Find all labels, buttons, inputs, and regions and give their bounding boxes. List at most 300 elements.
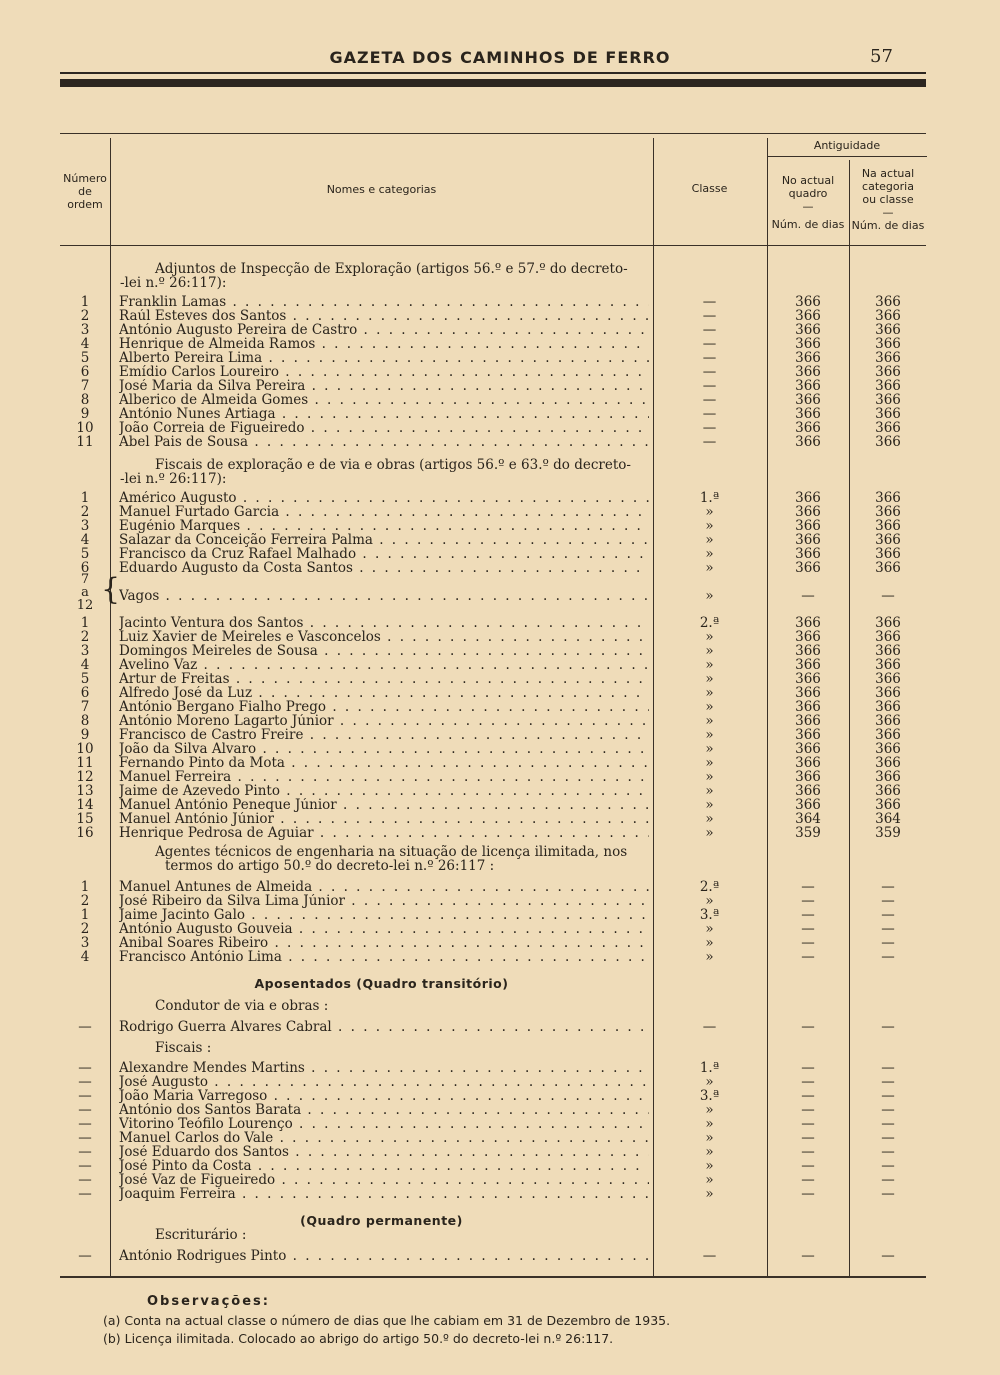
row-days-quadro: 366 xyxy=(795,657,821,673)
row-number: 4 xyxy=(80,949,90,965)
table-row xyxy=(0,714,1000,728)
row-class: 1.ª xyxy=(699,490,720,506)
row-days-quadro: — xyxy=(801,893,815,909)
row-class: » xyxy=(705,1144,714,1160)
row-days-categoria: 359 xyxy=(875,825,901,841)
table-row xyxy=(0,547,1000,561)
row-days-quadro: 366 xyxy=(795,769,821,785)
row-number: 5 xyxy=(80,671,90,687)
row-class: 2.ª xyxy=(699,615,720,631)
row-number: — xyxy=(78,1102,92,1118)
row-class: — xyxy=(702,350,717,366)
row-days-categoria: 366 xyxy=(875,560,901,576)
row-days-quadro: — xyxy=(801,1074,815,1090)
section-aposentados: Aposentados (Quadro transitório) xyxy=(254,976,509,991)
row-name: António Augusto Gouveia . . . xyxy=(119,922,649,936)
row-class: » xyxy=(705,1102,714,1118)
row-days-categoria: 366 xyxy=(875,769,901,785)
row-days-quadro: — xyxy=(801,1144,815,1160)
row-days-categoria: — xyxy=(881,588,895,604)
row-days-categoria: — xyxy=(881,1088,895,1104)
row-class: » xyxy=(705,769,714,785)
table-row xyxy=(0,1145,1000,1159)
row-days-quadro: 366 xyxy=(795,434,821,450)
row-number: 4 xyxy=(80,532,90,548)
row-days-quadro: 366 xyxy=(795,783,821,799)
row-number: 6 xyxy=(80,560,90,576)
row-days-categoria: 366 xyxy=(875,378,901,394)
row-number: 1 xyxy=(80,879,90,895)
row-days-categoria: 364 xyxy=(875,811,901,827)
row-number: 15 xyxy=(76,811,94,827)
row-name: Franklin Lamas . . . xyxy=(119,295,649,309)
row-name: Manuel António Peneque Júnior . . . xyxy=(119,798,649,812)
row-days-quadro: 366 xyxy=(795,406,821,422)
row-class: 1.ª xyxy=(699,1060,720,1076)
table-row xyxy=(0,1117,1000,1131)
row-class: » xyxy=(705,518,714,534)
table-row xyxy=(0,1075,1000,1089)
row-days-quadro: 359 xyxy=(795,825,821,841)
row-days-categoria: — xyxy=(881,1116,895,1132)
row-number: 2 xyxy=(80,921,90,937)
row-days-categoria: 366 xyxy=(875,322,901,338)
table-row xyxy=(0,630,1000,644)
row-name: Anibal Soares Ribeiro . . . xyxy=(119,936,649,950)
row-name: António Nunes Artiaga . . . xyxy=(119,407,649,421)
table-row xyxy=(0,295,1000,309)
row-days-categoria: 366 xyxy=(875,336,901,352)
row-name: Américo Augusto . . . xyxy=(119,491,649,505)
row-days-categoria: — xyxy=(881,935,895,951)
row-days-quadro: 366 xyxy=(795,727,821,743)
row-name: José Ribeiro da Silva Lima Júnior . . . xyxy=(119,894,649,908)
row-name: Henrique Pedrosa de Aguiar . . . xyxy=(119,826,649,840)
row-name: Manuel Carlos do Vale . . . xyxy=(119,1131,649,1145)
table-row xyxy=(0,1103,1000,1117)
row-number: — xyxy=(78,1130,92,1146)
row-days-quadro: 366 xyxy=(795,364,821,380)
table-row xyxy=(0,1131,1000,1145)
table-row xyxy=(0,826,1000,840)
row-days-quadro: — xyxy=(801,1172,815,1188)
table-row xyxy=(0,1159,1000,1173)
table-row xyxy=(0,812,1000,826)
row-days-quadro: 366 xyxy=(795,797,821,813)
row-class: 3.ª xyxy=(699,1088,720,1104)
row-number: 11 xyxy=(76,434,94,450)
row-number: 1 xyxy=(80,294,90,310)
row-name: José Maria da Silva Pereira . . . xyxy=(119,379,649,393)
row-class: » xyxy=(705,755,714,771)
row-days-categoria: 366 xyxy=(875,797,901,813)
row-name: João Correia de Figueiredo . . . xyxy=(119,421,649,435)
row-name: Alfredo José da Luz . . . xyxy=(119,686,649,700)
row-class: » xyxy=(705,657,714,673)
section-condutor: Condutor de via e obras : xyxy=(155,998,329,1014)
row-number: 10 xyxy=(76,741,94,757)
row-days-categoria: 366 xyxy=(875,434,901,450)
table-bottom-rule xyxy=(60,1276,926,1278)
row-name: João Maria Varregoso . . . xyxy=(119,1089,649,1103)
row-class: — xyxy=(702,1248,717,1264)
row-days-quadro: 366 xyxy=(795,755,821,771)
table-row xyxy=(0,1089,1000,1103)
row-number: 4 xyxy=(80,336,90,352)
row-days-categoria: — xyxy=(881,893,895,909)
row-number: 1 xyxy=(80,615,90,631)
row-days-categoria: — xyxy=(881,1102,895,1118)
row-name: Joaquim Ferreira . . . xyxy=(119,1187,649,1201)
table-row xyxy=(0,672,1000,686)
table-row xyxy=(0,1020,1000,1034)
row-name: José Augusto . . . xyxy=(119,1075,649,1089)
row-days-quadro: 366 xyxy=(795,741,821,757)
row-days-quadro: — xyxy=(801,907,815,923)
header-number-of-order: Número de ordem xyxy=(63,172,107,211)
table-row xyxy=(0,589,1000,603)
table-row xyxy=(0,365,1000,379)
row-days-quadro: 366 xyxy=(795,350,821,366)
table-row xyxy=(0,644,1000,658)
row-number: 3 xyxy=(80,643,90,659)
row-class: — xyxy=(702,378,717,394)
table-row xyxy=(0,421,1000,435)
row-days-categoria: 366 xyxy=(875,294,901,310)
observacoes-note-b: (b) Licença ilimitada. Colocado ao abrigo do artigo 50.º do decreto-lei n.º 26:117. xyxy=(103,1331,614,1346)
table-row xyxy=(0,908,1000,922)
row-class: — xyxy=(702,1019,717,1035)
row-class: — xyxy=(702,336,717,352)
row-days-categoria: 366 xyxy=(875,629,901,645)
row-class: » xyxy=(705,893,714,909)
row-number: 5 xyxy=(80,350,90,366)
section-adjuntos: Adjuntos de Inspecção de Exploração (artigos 56.º e 57.º do decreto- -lei n.º 26:117): xyxy=(120,261,628,291)
row-name: Rodrigo Guerra Álvares Cabral . . . xyxy=(119,1020,649,1034)
row-days-quadro: 366 xyxy=(795,713,821,729)
row-name: Francisco de Castro Freire . . . xyxy=(119,728,649,742)
row-number: — xyxy=(78,1019,92,1035)
row-class: » xyxy=(705,671,714,687)
page-number: 57 xyxy=(870,46,893,67)
row-name: Domingos Meireles de Sousa . . . xyxy=(119,644,649,658)
row-name: Fernando Pinto da Mota . . . xyxy=(119,756,649,770)
table-row xyxy=(0,309,1000,323)
observacoes-note-a: (a) Conta na actual classe o número de dias que lhe cabiam em 31 de Dezembro de 1935. xyxy=(103,1313,671,1328)
table-row xyxy=(0,407,1000,421)
row-name: Francisco da Cruz Rafael Malhado . . . xyxy=(119,547,649,561)
row-class: » xyxy=(705,699,714,715)
row-number: 11 xyxy=(76,755,94,771)
row-number: 9 xyxy=(80,727,90,743)
row-days-quadro: 366 xyxy=(795,643,821,659)
row-name: Salazar da Conceição Ferreira Palma . . . xyxy=(119,533,649,547)
row-class: » xyxy=(705,560,714,576)
row-class: » xyxy=(705,811,714,827)
row-days-quadro: 366 xyxy=(795,518,821,534)
row-days-quadro: 366 xyxy=(795,322,821,338)
table-header-rule xyxy=(60,245,926,246)
row-name: António Moreno Lagarto Júnior . . . xyxy=(119,714,649,728)
row-class: 2.ª xyxy=(699,879,720,895)
row-class: » xyxy=(705,629,714,645)
row-number: — xyxy=(78,1116,92,1132)
row-number: 5 xyxy=(80,546,90,562)
row-name: Vagos . . . xyxy=(119,589,649,603)
row-days-categoria: — xyxy=(881,921,895,937)
row-class: 3.ª xyxy=(699,907,720,923)
header-quadro: No actual quadro — Núm. de dias xyxy=(771,174,845,231)
row-name: Luiz Xavier de Meireles e Vasconcelos . . . xyxy=(119,630,649,644)
row-number: — xyxy=(78,1060,92,1076)
row-days-quadro: — xyxy=(801,1130,815,1146)
row-days-categoria: 366 xyxy=(875,657,901,673)
table-row xyxy=(0,950,1000,964)
row-days-categoria: — xyxy=(881,1144,895,1160)
row-name: Henrique de Almeida Ramos . . . xyxy=(119,337,649,351)
table-row xyxy=(0,742,1000,756)
row-name: José Pinto da Costa . . . xyxy=(119,1159,649,1173)
row-number: 12 xyxy=(76,769,94,785)
row-class: » xyxy=(705,504,714,520)
row-name: Jaime Jacinto Galo . . . xyxy=(119,908,649,922)
row-name: António Rodrigues Pinto . . . xyxy=(119,1249,649,1263)
table-row xyxy=(0,728,1000,742)
row-number: — xyxy=(78,1186,92,1202)
row-days-categoria: 366 xyxy=(875,741,901,757)
row-days-quadro: 366 xyxy=(795,420,821,436)
row-days-categoria: — xyxy=(881,879,895,895)
row-days-quadro: 366 xyxy=(795,336,821,352)
row-class: — xyxy=(702,364,717,380)
row-number: — xyxy=(78,1144,92,1160)
row-name: Manuel Ferreira . . . xyxy=(119,770,649,784)
row-number: 8 xyxy=(80,713,90,729)
row-name: Manuel Furtado Garcia . . . xyxy=(119,505,649,519)
row-class: — xyxy=(702,392,717,408)
row-name: António Bergano Fialho Prego . . . xyxy=(119,700,649,714)
row-class: » xyxy=(705,643,714,659)
row-days-categoria: 366 xyxy=(875,671,901,687)
row-name: José Vaz de Figueiredo . . . xyxy=(119,1173,649,1187)
row-number: — xyxy=(78,1158,92,1174)
row-class: — xyxy=(702,420,717,436)
table-row xyxy=(0,658,1000,672)
row-days-quadro: — xyxy=(801,1019,815,1035)
row-name: Emídio Carlos Loureiro . . . xyxy=(119,365,649,379)
row-days-quadro: 366 xyxy=(795,671,821,687)
table-row xyxy=(0,894,1000,908)
row-days-quadro: 366 xyxy=(795,685,821,701)
row-days-quadro: 366 xyxy=(795,378,821,394)
row-days-categoria: 366 xyxy=(875,546,901,562)
row-name: Manuel Antunes de Almeida . . . xyxy=(119,880,649,894)
row-days-quadro: — xyxy=(801,1060,815,1076)
row-days-quadro: — xyxy=(801,1102,815,1118)
row-class: » xyxy=(705,1116,714,1132)
table-row xyxy=(0,351,1000,365)
table-top-rule xyxy=(60,133,926,134)
row-number: 3 xyxy=(80,518,90,534)
row-name: António dos Santos Barata . . . xyxy=(119,1103,649,1117)
row-class: » xyxy=(705,727,714,743)
row-days-categoria: 366 xyxy=(875,699,901,715)
table-row xyxy=(0,435,1000,449)
row-class: » xyxy=(705,532,714,548)
row-class: — xyxy=(702,294,717,310)
antiguidade-rule xyxy=(767,156,927,157)
row-name: Jacinto Ventura dos Santos . . . xyxy=(119,616,649,630)
table-row xyxy=(0,533,1000,547)
row-days-quadro: 366 xyxy=(795,629,821,645)
row-number: — xyxy=(78,1248,92,1264)
row-days-quadro: — xyxy=(801,1088,815,1104)
row-name: Avelino Vaz . . . xyxy=(119,658,649,672)
row-number: 6 xyxy=(80,685,90,701)
row-number: — xyxy=(78,1088,92,1104)
row-days-categoria: 366 xyxy=(875,713,901,729)
row-days-categoria: 366 xyxy=(875,615,901,631)
vagos-brace: { xyxy=(101,572,121,607)
row-days-quadro: — xyxy=(801,935,815,951)
row-days-categoria: 366 xyxy=(875,420,901,436)
row-days-quadro: 366 xyxy=(795,504,821,520)
row-name: Alexandre Mendes Martins . . . xyxy=(119,1061,649,1075)
row-name: Raúl Esteves dos Santos . . . xyxy=(119,309,649,323)
row-class: » xyxy=(705,935,714,951)
row-class: » xyxy=(705,546,714,562)
row-name: Artur de Freitas . . . xyxy=(119,672,649,686)
row-number: 10 xyxy=(76,420,94,436)
row-days-quadro: — xyxy=(801,1186,815,1202)
header-names: Nomes e categorias xyxy=(326,183,437,196)
section-fiscais-label: Fiscais : xyxy=(155,1040,212,1056)
row-number: 13 xyxy=(76,783,94,799)
row-days-categoria: 366 xyxy=(875,364,901,380)
row-days-quadro: 366 xyxy=(795,294,821,310)
row-days-quadro: 366 xyxy=(795,546,821,562)
row-class: — xyxy=(702,308,717,324)
header-rule-thick xyxy=(60,79,926,87)
table-row xyxy=(0,393,1000,407)
row-days-categoria: 366 xyxy=(875,532,901,548)
row-class: — xyxy=(702,322,717,338)
row-days-categoria: — xyxy=(881,949,895,965)
row-days-quadro: — xyxy=(801,879,815,895)
table-row xyxy=(0,784,1000,798)
section-agentes: Agentes técnicos de engenharia na situação de licença ilimitada, nos termos do artigo 50.º do decreto-lei n.º 26:117 : xyxy=(155,844,628,874)
row-number: 16 xyxy=(76,825,94,841)
row-days-categoria: 366 xyxy=(875,308,901,324)
publication-title: GAZETA DOS CAMINHOS DE FERRO xyxy=(329,48,671,67)
row-name: Alberto Pereira Lima . . . xyxy=(119,351,649,365)
row-number: 3 xyxy=(80,935,90,951)
row-number: 6 xyxy=(80,364,90,380)
row-name: Eugénio Marques . . . xyxy=(119,519,649,533)
row-days-categoria: 366 xyxy=(875,518,901,534)
row-class: — xyxy=(702,434,717,450)
header-rule-thin xyxy=(60,72,926,74)
row-days-quadro: 364 xyxy=(795,811,821,827)
row-number: 1 xyxy=(80,907,90,923)
table-row xyxy=(0,337,1000,351)
row-days-quadro: — xyxy=(801,1248,815,1264)
row-days-categoria: — xyxy=(881,1019,895,1035)
table-row xyxy=(0,616,1000,630)
row-number: — xyxy=(78,1074,92,1090)
row-class: » xyxy=(705,588,714,604)
row-class: » xyxy=(705,921,714,937)
table-row xyxy=(0,686,1000,700)
row-class: — xyxy=(702,406,717,422)
row-class: » xyxy=(705,797,714,813)
row-days-quadro: — xyxy=(801,1116,815,1132)
row-name: José Eduardo dos Santos . . . xyxy=(119,1145,649,1159)
table-row xyxy=(0,798,1000,812)
section-permanente: (Quadro permanente) xyxy=(300,1213,463,1228)
row-name: Jaime de Azevedo Pinto . . . xyxy=(119,784,649,798)
row-days-categoria: 366 xyxy=(875,350,901,366)
row-class: » xyxy=(705,1158,714,1174)
row-days-quadro: — xyxy=(801,921,815,937)
header-class: Classe xyxy=(691,182,728,195)
row-days-quadro: 366 xyxy=(795,699,821,715)
observacoes-title: Observações: xyxy=(147,1294,270,1309)
header-antiguidade: Antiguidade xyxy=(813,139,881,152)
row-class: » xyxy=(705,1130,714,1146)
row-days-categoria: — xyxy=(881,1248,895,1264)
row-days-categoria: — xyxy=(881,1186,895,1202)
row-number: 9 xyxy=(80,406,90,422)
row-name: João da Silva Alvaro . . . xyxy=(119,742,649,756)
row-number: 14 xyxy=(76,797,94,813)
table-row xyxy=(0,770,1000,784)
row-days-categoria: — xyxy=(881,1172,895,1188)
header-categoria: Na actual categoria ou classe — Núm. de dias xyxy=(851,167,925,232)
table-row xyxy=(0,1173,1000,1187)
row-class: » xyxy=(705,1074,714,1090)
row-number: 7 xyxy=(80,699,90,715)
row-name: Manuel António Júnior . . . xyxy=(119,812,649,826)
row-class: » xyxy=(705,685,714,701)
row-number: 1 xyxy=(80,490,90,506)
row-number: 2 xyxy=(80,893,90,909)
row-number: 3 xyxy=(80,322,90,338)
row-days-quadro: 366 xyxy=(795,615,821,631)
row-class: » xyxy=(705,949,714,965)
section-escriturario: Escriturário : xyxy=(155,1227,247,1243)
row-days-quadro: 366 xyxy=(795,308,821,324)
table-row xyxy=(0,519,1000,533)
row-days-categoria: 366 xyxy=(875,406,901,422)
table-row xyxy=(0,922,1000,936)
row-name: Francisco António Lima . . . xyxy=(119,950,649,964)
row-number: 2 xyxy=(80,629,90,645)
row-days-quadro: 366 xyxy=(795,560,821,576)
row-days-categoria: — xyxy=(881,1074,895,1090)
row-days-categoria: 366 xyxy=(875,783,901,799)
table-row xyxy=(0,561,1000,575)
row-days-categoria: 366 xyxy=(875,685,901,701)
table-row xyxy=(0,379,1000,393)
row-class: » xyxy=(705,713,714,729)
row-class: » xyxy=(705,825,714,841)
table-row xyxy=(0,756,1000,770)
row-days-categoria: 366 xyxy=(875,643,901,659)
row-days-categoria: 366 xyxy=(875,392,901,408)
row-days-quadro: — xyxy=(801,949,815,965)
table-row xyxy=(0,1061,1000,1075)
